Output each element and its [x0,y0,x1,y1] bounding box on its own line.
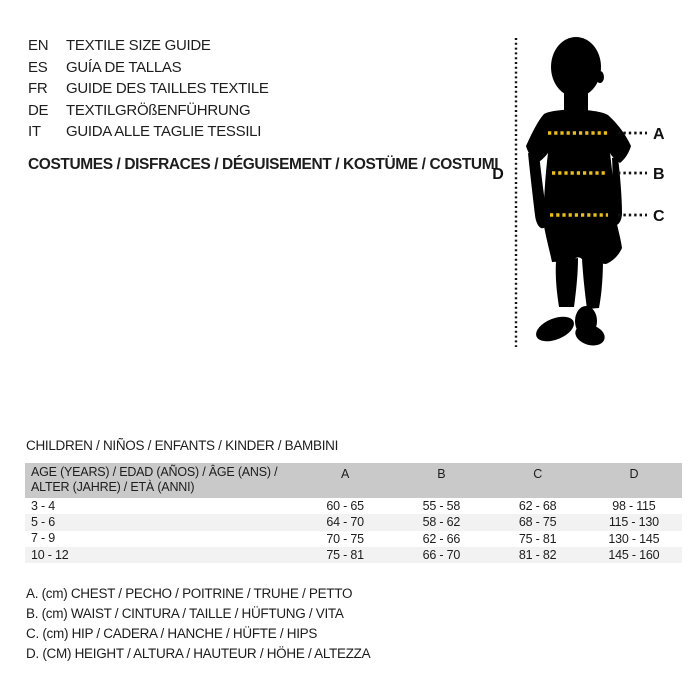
label-a: A [653,126,665,143]
age-cell: 3 - 4 [31,498,56,513]
column-header-d: D [629,467,639,481]
height-cell: 130 - 145 [608,531,660,546]
measurement-legend [26,584,370,664]
hip-cell: 75 - 81 [518,531,557,546]
language-row-en [28,35,269,57]
waist-cell: 55 - 58 [422,499,461,514]
column-header-c: C [533,467,543,481]
language-code: IT [28,123,41,140]
language-title: GUÍA DE TALLAS [66,58,182,76]
legend-item-waist: B. (cm) WAIST / CINTURA / TAILLE / HÜFTUNG / VITA [26,606,344,621]
chest-cell: 64 - 70 [326,515,364,530]
waist-cell: 58 - 62 [422,515,461,530]
age-header-cell [25,465,297,495]
language-title: TEXTILGRÖßENFÜHRUNG [66,101,251,119]
language-row-fr [28,78,269,100]
height-cell: 145 - 160 [608,548,660,563]
table-section-title: CHILDREN / NIÑOS / ENFANTS / KINDER / BAMBINI [26,438,339,453]
silhouette-left-leg [556,258,578,307]
silhouette-ear [596,71,604,83]
language-row-it [28,121,269,143]
language-code: ES [28,58,48,76]
column-header-b: B [437,467,446,481]
legend-item-height: D. (CM) HEIGHT / ALTURA / HAUTEUR / HÖHE / ALTEZZA [26,646,371,661]
language-title: TEXTILE SIZE GUIDE [66,37,211,54]
language-code: DE [28,101,49,119]
column-header-a: A [341,467,350,481]
legend-item-chest: A. (cm) CHEST / PECHO / POITRINE / TRUHE / PETTO [26,586,353,601]
language-code: EN [28,37,49,54]
size-table [25,463,682,563]
child-silhouette [526,37,631,349]
size-table-header [25,463,682,498]
silhouette-left-shoe [533,312,578,346]
language-code: FR [28,80,48,97]
language-title: GUIDE DES TAILLES TEXTILE [66,80,269,97]
label-d: D [492,166,504,183]
hip-cell: 62 - 68 [518,499,557,514]
chest-cell: 70 - 75 [326,531,364,546]
child-measurement-diagram [460,15,700,350]
chest-cell: 60 - 65 [326,499,364,514]
age-header-line1: AGE (YEARS) / EDAD (AÑOS) / ÂGE (ANS) / [31,465,278,479]
language-row-de [28,100,269,122]
legend-item-hip: C. (cm) HIP / CADERA / HANCHE / HÜFTE / HIPS [26,626,318,641]
table-row [25,498,682,514]
label-c: C [653,208,665,225]
label-b: B [653,166,665,183]
table-row [25,547,682,563]
silhouette-shorts [543,220,622,264]
waist-cell: 62 - 66 [422,531,461,546]
language-list [28,35,269,143]
waist-cell: 66 - 70 [422,548,461,563]
table-row [25,514,682,530]
age-cell: 7 - 9 [31,531,56,546]
language-row-es [28,57,269,79]
silhouette-left-arm [528,153,547,228]
age-cell: 5 - 6 [31,514,56,529]
table-row [25,531,682,547]
silhouette-right-leg [582,259,603,309]
language-title: GUIDA ALLE TAGLIE TESSILI [66,123,262,140]
category-line: COSTUMES / DISFRACES / DÉGUISEMENT / KOSTÜME / COSTUMI [28,156,499,173]
age-cell: 10 - 12 [31,547,69,562]
height-cell: 115 - 130 [608,515,659,530]
age-header-line2: ALTER (JAHRE) / ETÀ (ANNI) [31,480,195,494]
hip-cell: 68 - 75 [518,515,557,530]
chest-cell: 75 - 81 [326,548,364,563]
hip-cell: 81 - 82 [518,548,557,563]
height-cell: 98 - 115 [612,499,656,514]
